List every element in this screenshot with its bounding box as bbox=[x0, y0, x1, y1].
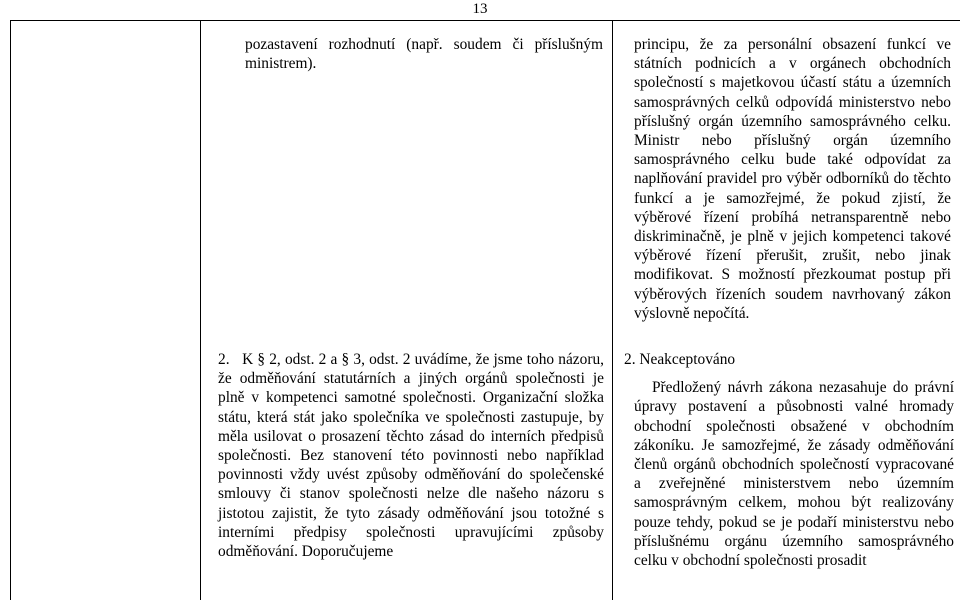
table-border-left bbox=[10, 20, 11, 600]
comments-table bbox=[10, 20, 960, 600]
row2-comment-cell bbox=[218, 350, 604, 561]
row2-comment-number: 2. bbox=[218, 351, 230, 368]
row1-resolution-cell bbox=[634, 35, 951, 323]
page-number: 13 bbox=[472, 1, 488, 17]
row1-comment-text: pozastavení rozhodnutí (např. soudem či příslušným ministrem). bbox=[245, 36, 603, 73]
table-divider-col1 bbox=[200, 20, 201, 600]
row2-resolution-status: Neakceptováno bbox=[639, 351, 736, 368]
table-divider-col2 bbox=[612, 20, 613, 600]
row2-resolution-cell bbox=[624, 350, 954, 570]
row2-comment-text bbox=[218, 350, 604, 561]
table-border-top bbox=[10, 20, 960, 21]
row2-resolution-text: Předložený návrh zákona nezasahuje do právní úpravy postavení a působnosti valné hromady obchodní společnosti obsažené v obchodním zákoníku. Je samozřejmé, že zásady odměňování členů orgánů obchodních společností vypracované a zveřejněné ministerstvem nebo územním samosprávným celkem, mohou být realizovány pouze tehdy, pokud se je podaří ministerstvu nebo příslušnému orgánu územního samosprávného celku v obchodní společnosti prosadit bbox=[634, 379, 954, 570]
row2-resolution-heading bbox=[624, 350, 954, 369]
row2-comment-body: K § 2, odst. 2 a § 3, odst. 2 uvádíme, že jsme toho názoru, že odměňování statutárních a jiných orgánů společnosti je plně v kompetenci samotné společnosti. Organizační složka státu, která stát jako společníka ve společnosti zastupuje, by měla usilovat o prosazení těchto zásad do interních předpisů společnosti. Bez stanovení této povinnosti nebo například povinnosti vždy uvést způsoby odměňování do společenské smlouvy či stanov společnosti nelze dle našeho názoru s jistotou zajistit, že tyto zásady odměňování jsou totožné s interními předpisy společnosti upravujícími způsoby odměňování. Doporučujeme bbox=[218, 351, 605, 561]
row1-comment-cell bbox=[245, 35, 603, 73]
row2-resolution-number: 2. bbox=[624, 351, 636, 368]
row1-resolution-text: principu, že za personální obsazení funkcí ve státních podnicích a v orgánech obchodních společností s majetkovou účastí státu a územních samosprávných celků odpovídá ministerstvo nebo příslušný orgán územního samosprávného celku. Ministr nebo příslušný orgán územního samosprávného celku bude také odpovídat za naplňování pravidel pro výběr odborníků do těchto funkcí a je samozřejmé, že pokud zjistí, že výběrové řízení probíhá netransparentně nebo diskriminačně, je plně v jejich kompetenci takové výběrové řízení přerušit, zrušit, nebo jinak modifikovat. S možností přezkoumat postup při výběrových řízeních soudem navrhovaný zákon výslovně nepočítá. bbox=[634, 36, 951, 322]
